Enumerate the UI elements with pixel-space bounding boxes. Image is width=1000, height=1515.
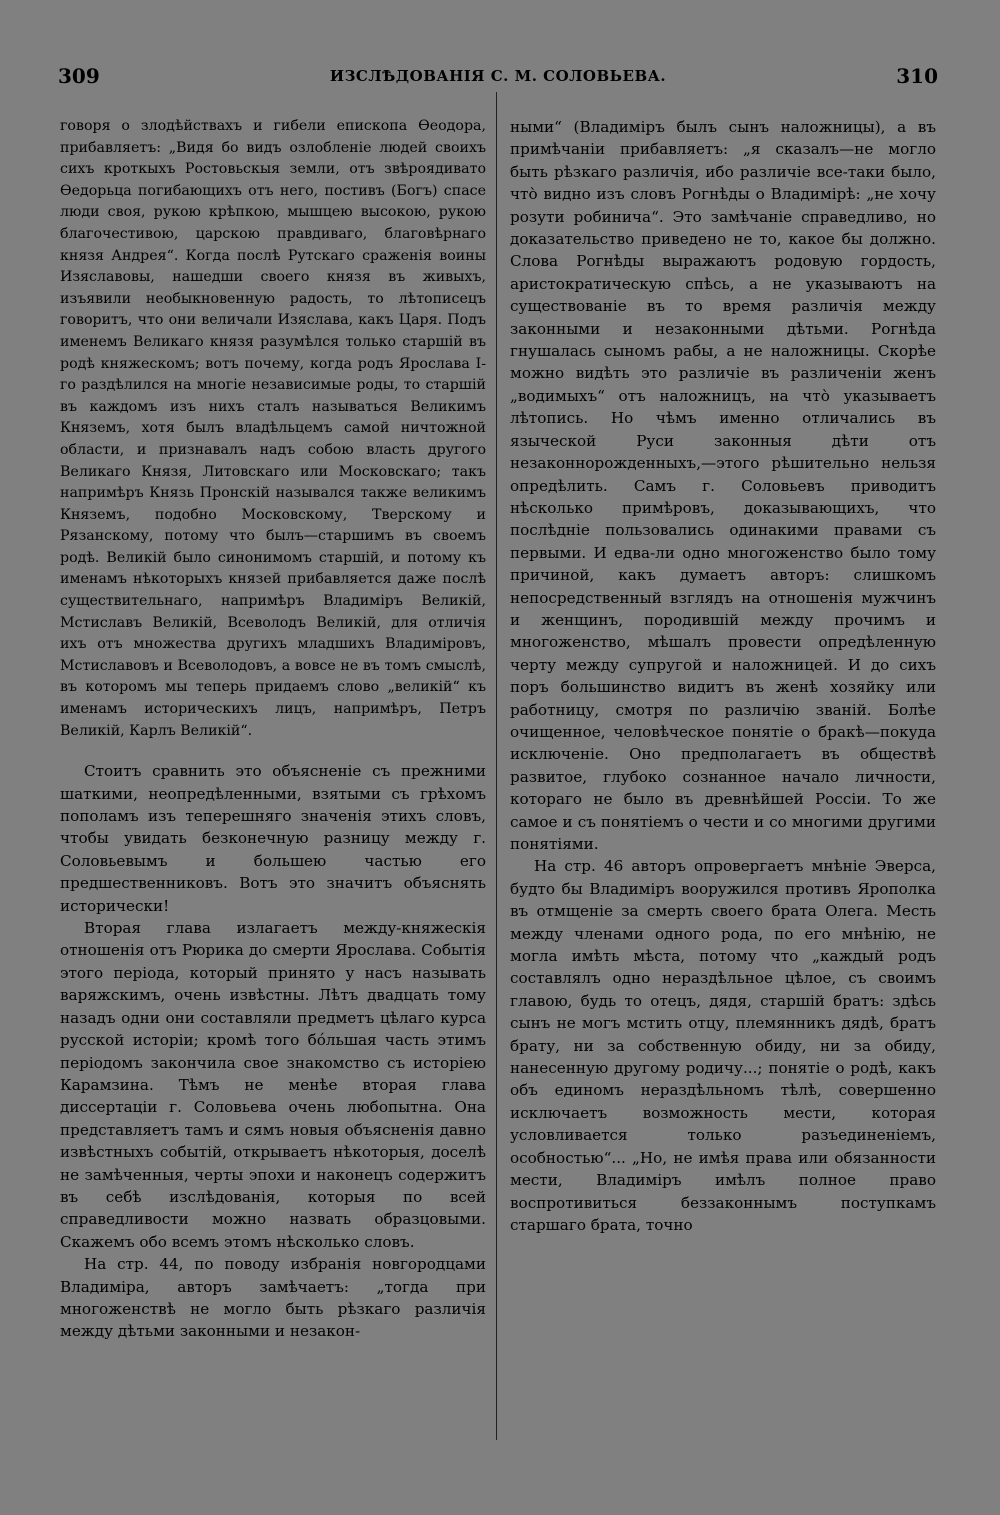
paragraph-page-44: На стр. 44, по поводу избранія новгородцами Владиміра, авторъ замѣчаетъ: „тогда при многоженствѣ не могло быть рѣзкаго различія между дѣтьми законными и незакон- [60,1255,486,1341]
page-number-right: 310 [896,64,938,88]
column-divider [496,92,497,1440]
paragraph-page-46: На стр. 46 авторъ опровергаетъ мнѣніе Эверса, будто бы Владиміръ вооружился противъ Ярополка въ отмщеніе за смерть своего брата Олега. Месть между членами одного рода, по его мнѣнію, не могла имѣть мѣста, потому что „каждый родъ составлялъ одно нераздѣльное цѣлое, съ своимъ главою, будь то отецъ, дядя, старшій братъ: здѣсь сынъ не могъ мстить отцу, племянникъ дядѣ, братъ брату, ни за собственную обиду, ни за обиду, нанесенную другому родичу...; понятіе о родѣ, какъ объ единомъ нераздѣльномъ тѣлѣ, совершенно исключаетъ возможность мести, которая условливается только разъединеніемъ, особностью“... „Но, не имѣя права или обязанности мести, Владиміръ имѣлъ полное право воспротивиться беззаконнымъ поступкамъ старшаго брата, точно [510,857,936,1234]
paragraph-quote-feodor: говоря о злодѣйствахъ и гибели епископа Ѳеодора, прибавляетъ: „Видя бо видъ озлобленіе людей своихъ сихъ кроткыхъ Ростовьскыя земли, отъ звѣроядивато Ѳедорьца погибающихъ отъ него, постивъ (Богъ) спасе люди своя, рукою крѣпкою, мышцею высокою, рукою благочестивою, царскою правдиваго, благовѣрнаго князя Андрея“. Когда послѣ Рутскаго сраженія воины Изяславовы, нашедши своего князя въ живыхъ, изъявили необыкновенную радость, то лѣтописецъ говоритъ, что они величали Изяслава, какъ Царя. Подъ именемъ Великаго князя разумѣлся только старшій въ родѣ княжескомъ; вотъ почему, когда родъ Ярослава I-го раздѣлился на многіе независимые роды, то старшій въ каждомъ изъ нихъ сталъ называться Великимъ Княземъ, хотя былъ владѣльцемъ самой ничтожной области, и признавалъ надъ собою власть другого Великаго Князя, Литовскаго или Московскаго; такъ напримѣръ Князь Пронскій назывался также великимъ Княземъ, подобно Московскому, Тверскому и Рязанскому, потому что былъ—старшимъ въ своемъ родѣ. Великій было синонимомъ старшій, и потому къ именамъ нѣкоторыхъ князей прибавляется даже послѣ существительнаго, напримѣръ Владиміръ Великій, Мстиславъ Великій, Всеволодъ Великій, для отличія ихъ отъ множества другихъ младшихъ Владиміровъ, Мстиславовъ и Всеволодовъ, а вовсе не въ томъ смыслѣ, въ которомъ мы теперь придаемъ слово „великій“ къ именамъ историческихъ лицъ, напримѣръ, Петръ Великій, Карлъ Великій“. [60,118,486,739]
left-column [60,116,486,1343]
right-column [510,116,936,1236]
paragraph-legitimacy: ными“ (Владиміръ былъ сынъ наложницы), а въ примѣчаніи прибавляетъ: „я сказалъ—не могло быть рѣзкаго различія, ибо различіе все-таки было, что̀ видно изъ словъ Рогнѣды о Владимірѣ: „не хочу розути робинича“. Это замѣчаніе справедливо, но доказательство приведено не то, какое бы должно. Слова Рогнѣды выражаютъ родовую гордость, аристократическую спѣсь, а не указываютъ на существованіе въ то время различія между законными и незаконными дѣтьми. Рогнѣда гнушалась сыномъ рабы, а не наложницы. Скорѣе можно видѣть это различіе въ различеніи женъ „водимыхъ“ отъ наложницъ, на что̀ указываетъ лѣтопись. Но чѣмъ именно отличались въ языческой Руси законныя дѣти отъ незаконнорожденныхъ,—этого рѣшительно нельзя опредѣлить. Самъ г. Соловьевъ приводитъ нѣсколько примѣровъ, доказывающихъ, что послѣдніе пользовались одинакими правами съ первыми. И едва-ли одно многоженство было тому причиной, какъ думаетъ авторъ: слишкомъ непосредственный взглядъ на отношенія мужчинъ и женщинъ, породившій между прочимъ и многоженство, мѣшалъ провести опредѣленную черту между супругой и наложницей. И до сихъ поръ большинство видитъ въ женѣ хозяйку или работницу, смотря по различію званій. Болѣе очищенное, человѣческое понятіе о бракѣ—покуда исключеніе. Оно предполагаетъ въ обществѣ развитое, глубоко сознанное начало личности, котораго не было въ древнѣйшей Россіи. То же самое и съ понятіемъ о чести и со многими другими понятіями. [510,118,936,853]
running-title: ИЗСЛѢДОВАНІЯ С. М. СОЛОВЬЕВА. [329,67,667,85]
paragraph-comparison: Стоитъ сравнить это объясненіе съ прежними шаткими, неопредѣленными, взятыми съ грѣхомъ пополамъ изъ теперешняго значенія этихъ словъ, чтобы увидать безконечную разницу между г. Соловьевымъ и большею частью его предшественниковъ. Вотъ это значитъ объяснять исторически! [60,762,486,915]
page-header [58,64,938,94]
page-number-left: 309 [58,64,100,88]
paragraph-second-chapter: Вторая глава излагаетъ между-княжескія отношенія отъ Рюрика до смерти Ярослава. Событія этого періода, который принято у насъ называть варяжскимъ, очень извѣстны. Лѣтъ двадцать тому назадъ одни они составляли предметъ цѣлаго курса русской исторіи; кромѣ того бо́льшая часть этимъ періодомъ закончила свое знакомство съ исторіею Карамзина. Тѣмъ не менѣе вторая глава диссертаціи г. Соловьева очень любопытна. Она представляетъ тамъ и сямъ новыя объясненія давно извѣстныхъ событій, открываетъ нѣкоторыя, доселѣ не замѣченныя, черты эпохи и наконецъ содержитъ въ себѣ изслѣдованія, которыя по всей справедливости можно назвать образцовыми. Скажемъ обо всемъ этомъ нѣсколько словъ. [60,919,486,1251]
